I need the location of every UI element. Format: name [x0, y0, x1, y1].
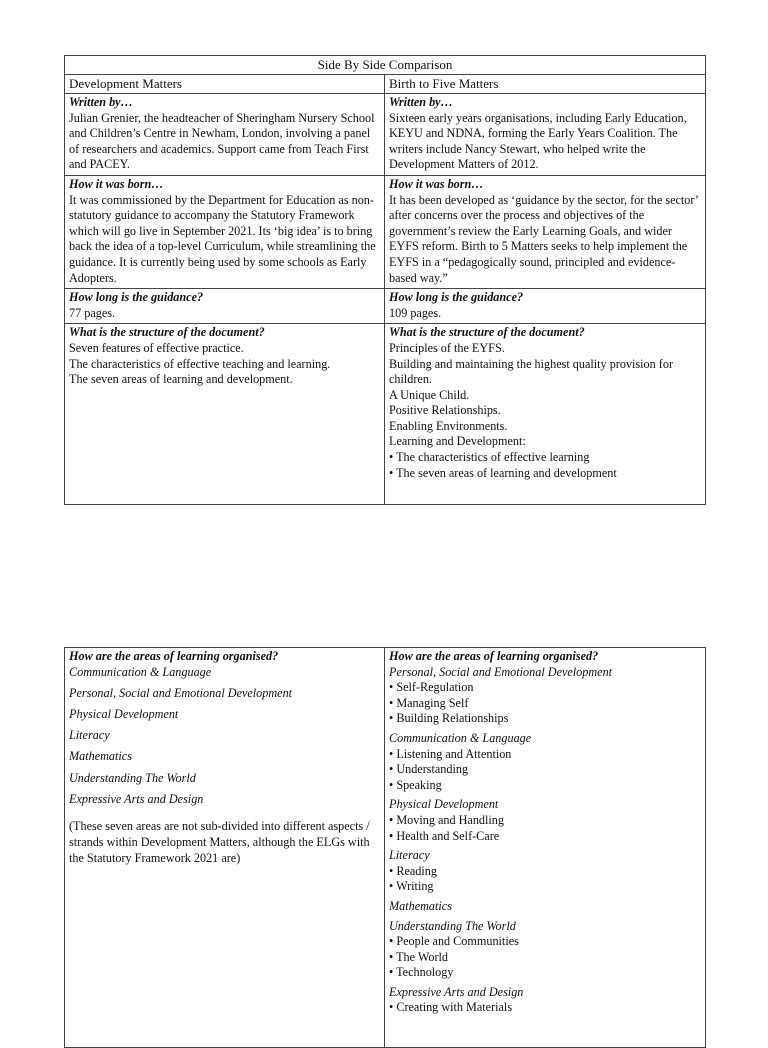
area-item: Physical Development [69, 706, 179, 721]
structure-right-cell [385, 324, 706, 505]
question-label: Written by… [69, 95, 133, 109]
table-row [65, 324, 706, 505]
table-row [65, 94, 706, 176]
strand-item: • Speaking [389, 777, 442, 792]
column-header-birth-to-five-matters: Birth to Five Matters [385, 75, 706, 94]
area-heading: Mathematics [389, 898, 452, 913]
strand-item: • Health and Self-Care [389, 828, 500, 843]
written-by-left-cell [65, 94, 385, 176]
strand-item: • Self-Regulation [389, 680, 474, 695]
how-born-right-cell [385, 175, 706, 288]
structure-line: • The characteristics of effective learning [389, 450, 590, 465]
structure-line: The characteristics of effective teaching and learning. [69, 356, 331, 371]
answer-text: 109 pages. [389, 305, 442, 320]
strand-item: • Technology [389, 965, 454, 980]
areas-right-cell [385, 648, 706, 1048]
area-item: Understanding The World [69, 770, 196, 785]
structure-line: Enabling Environments. [389, 418, 508, 433]
strand-item: • Writing [389, 879, 434, 894]
question-label: How long is the guidance? [389, 290, 524, 305]
strand-item: • People and Communities [389, 934, 519, 949]
strand-item: • Reading [389, 863, 437, 878]
table-title: Side By Side Comparison [65, 56, 706, 75]
area-item: Communication & Language [69, 664, 212, 679]
table-row [65, 289, 706, 324]
question-label: How it was born… [389, 176, 484, 191]
area-item: Mathematics [69, 749, 132, 764]
structure-line: The seven areas of learning and development. [69, 372, 293, 387]
area-heading: Literacy [389, 848, 430, 863]
question-label: Written by… [389, 95, 453, 109]
strand-item: • Creating with Materials [389, 1000, 513, 1015]
question-label: What is the structure of the document? [69, 325, 265, 340]
how-born-left-cell [65, 175, 385, 288]
written-by-right-cell [385, 94, 706, 176]
areas-of-learning-table [64, 647, 706, 1048]
strand-item: • The World [389, 949, 449, 964]
area-heading: Expressive Arts and Design [389, 984, 524, 999]
question-label: How long is the guidance? [69, 290, 204, 305]
area-item: Expressive Arts and Design [69, 791, 204, 806]
area-heading: Personal, Social and Emotional Development [389, 664, 613, 679]
question-label: What is the structure of the document? [389, 325, 585, 340]
structure-line: Positive Relationships. [389, 403, 501, 418]
column-header-development-matters: Development Matters [65, 75, 385, 94]
structure-line: Seven features of effective practice. [69, 340, 244, 355]
answer-text: Julian Grenier, the headteacher of Sheringham Nursery School and Children’s Centre in Newham, London, involving a panel of researchers and academics. Support came from Teach First and PACEY. [69, 110, 375, 172]
structure-line: Principles of the EYFS. [389, 340, 505, 355]
areas-note: (These seven areas are not sub-divided into different aspects / strands within Development Matters, although the ELGs with the Statutory Framework 2021 are) [69, 819, 370, 865]
table-row [65, 648, 706, 1048]
structure-left-cell [65, 324, 385, 505]
length-right-cell [385, 289, 706, 324]
strand-item: • Understanding [389, 762, 469, 777]
area-heading: Understanding The World [389, 918, 516, 933]
area-heading: Communication & Language [389, 730, 532, 745]
structure-line: • The seven areas of learning and development [389, 465, 617, 480]
area-item: Personal, Social and Emotional Development [69, 685, 293, 700]
comparison-table [64, 55, 706, 505]
structure-line: Building and maintaining the highest quality provision for children. [389, 356, 674, 387]
answer-text: It has been developed as ‘guidance by the sector, for the sector’ after concerns over the process and objectives of the government’s review the Early Learning Goals, and wider EYFS reform. Birth to 5 Matters seeks to help implement the EYFS in a “pedagogically sound, principled and evidence-based way.” [389, 192, 699, 285]
table-row [65, 175, 706, 288]
strand-item: • Building Relationships [389, 711, 509, 726]
answer-text: 77 pages. [69, 305, 116, 320]
answer-text: It was commissioned by the Department for Education as non-statutory guidance to accompany the Statutory Framework which will go live in September 2021. Its ‘big idea’ is to bring back the idea of a top-level Curriculum, while streamlining the guidance. It is currently being used by some schools as Early Adopters. [69, 192, 376, 285]
areas-left-cell [65, 648, 385, 1048]
question-label: How are the areas of learning organised? [69, 649, 279, 663]
strand-item: • Moving and Handling [389, 812, 504, 827]
structure-line: Learning and Development: [389, 434, 526, 449]
structure-line: A Unique Child. [389, 387, 470, 402]
answer-text: Sixteen early years organisations, including Early Education, KEYU and NDNA, forming the Early Years Coalition. The writers include Nancy Stewart, who helped write the Development Matters of 2012. [389, 110, 687, 172]
question-label: How it was born… [69, 176, 164, 191]
strand-item: • Managing Self [389, 695, 469, 710]
area-heading: Physical Development [389, 797, 499, 812]
strand-item: • Listening and Attention [389, 746, 512, 761]
question-label: How are the areas of learning organised? [389, 649, 599, 663]
length-left-cell [65, 289, 385, 324]
area-item: Literacy [69, 728, 110, 743]
